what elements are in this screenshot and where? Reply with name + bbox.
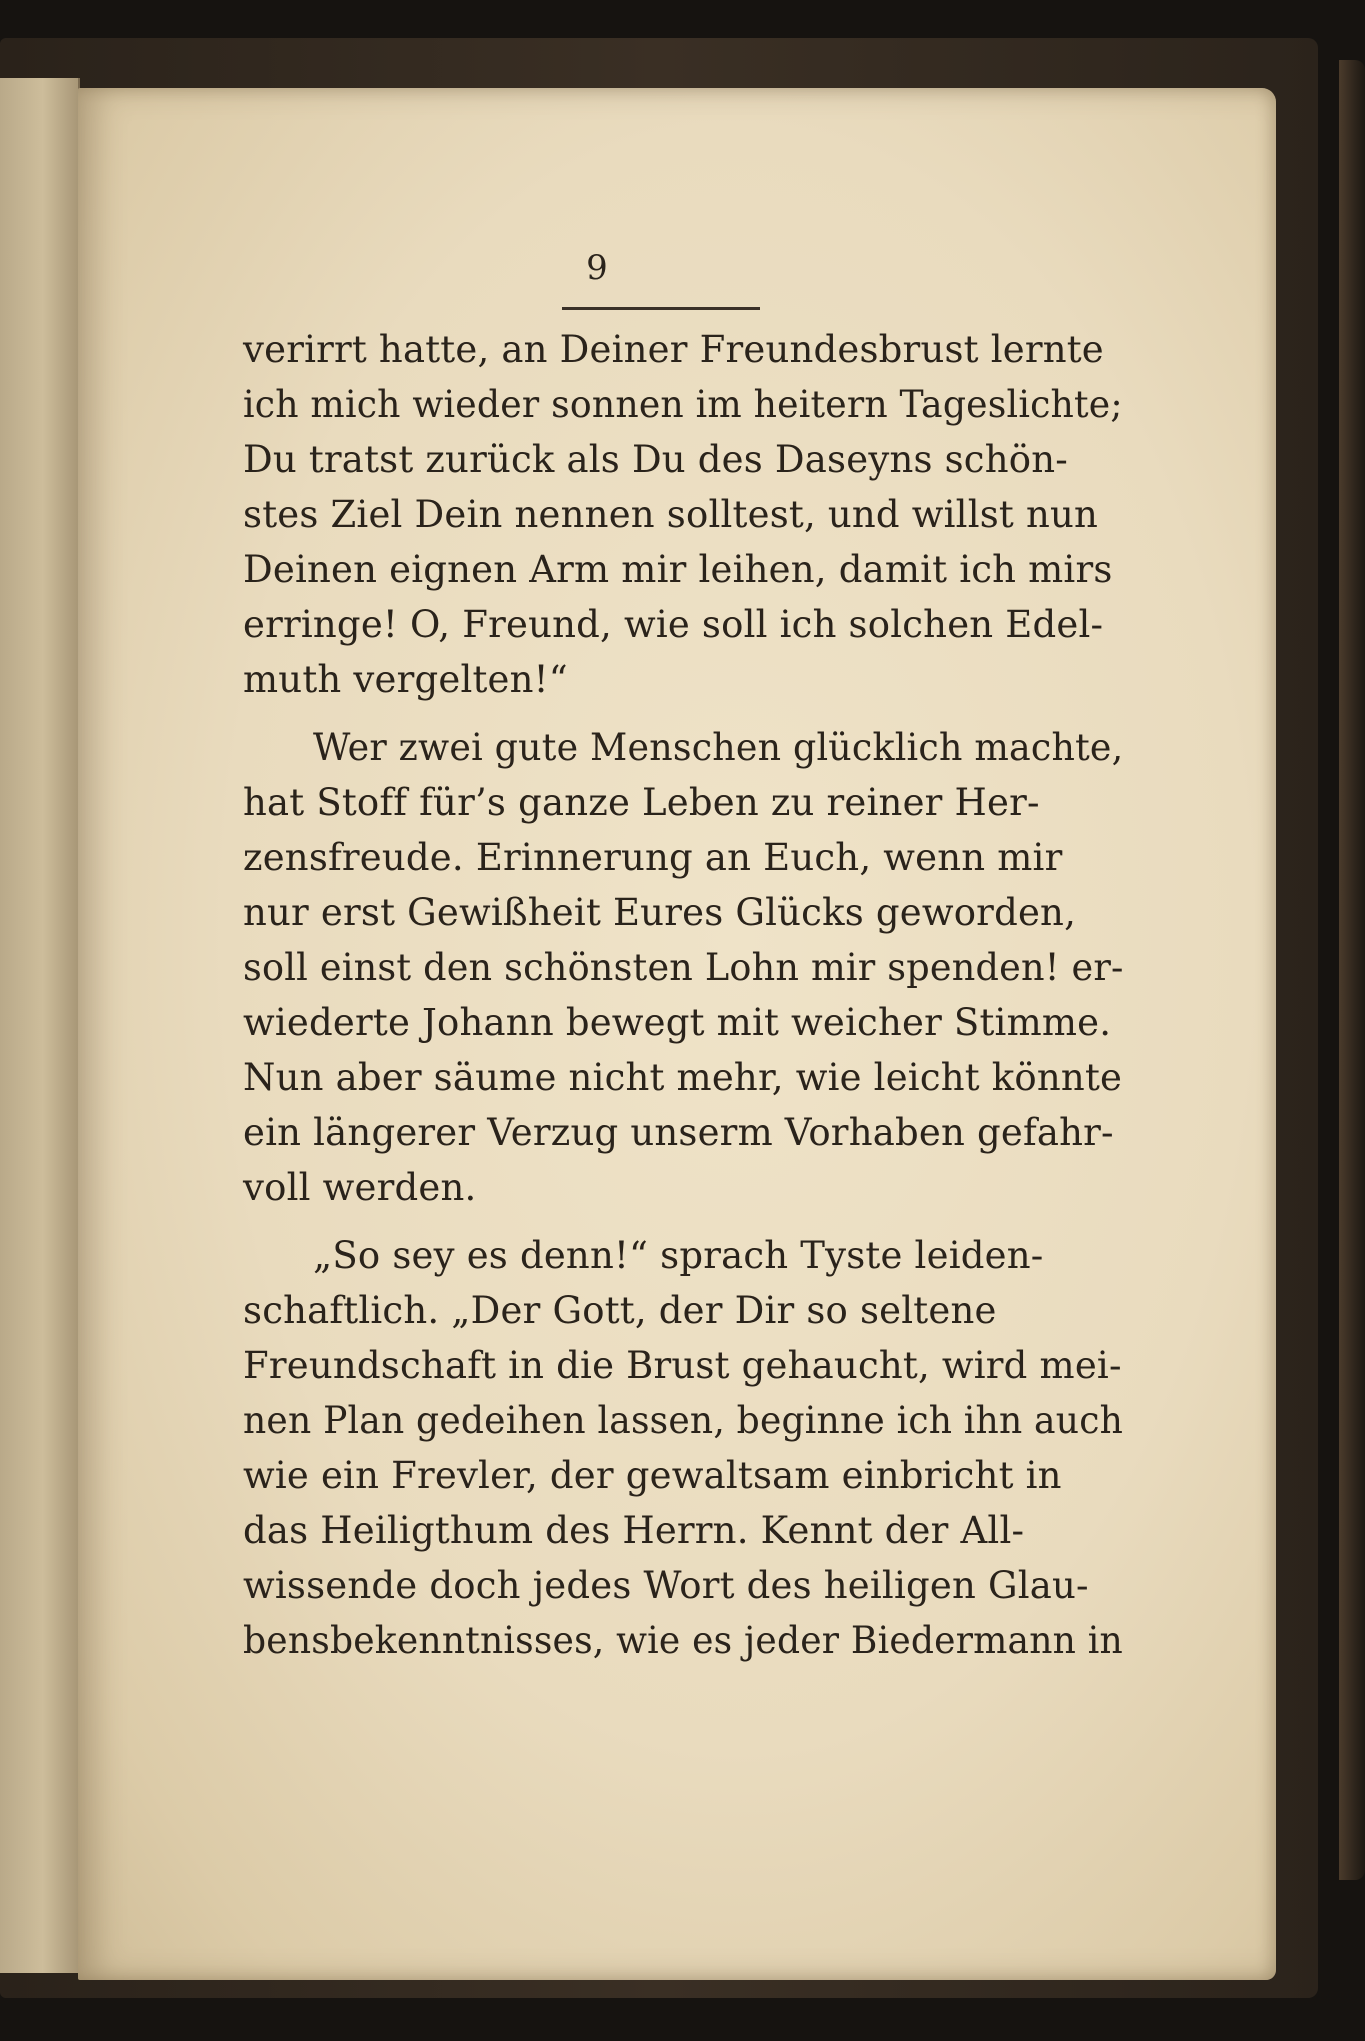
book-page xyxy=(78,88,1276,1980)
text-line: verirrt hatte, an Deiner Freundesbrust lernte xyxy=(243,328,1104,371)
text-line: soll einst den schönsten Lohn mir spenden! er- xyxy=(243,946,1124,989)
text-line: muth vergelten!“ xyxy=(243,658,568,701)
text-line: nen Plan gedeihen lassen, beginne ich ihn auch xyxy=(243,1399,1124,1442)
text-line: zensfreude. Erinnerung an Euch, wenn mir xyxy=(243,836,1063,879)
header-rule xyxy=(562,307,760,310)
text-line: wiederte Johann bewegt mit weicher Stimme. xyxy=(243,1001,1112,1044)
text-line: Freundschaft in die Brust gehaucht, wird mei- xyxy=(243,1344,1122,1387)
text-line: Nun aber säume nicht mehr, wie leicht könnte xyxy=(243,1056,1123,1099)
page-number: 9 xyxy=(586,248,608,288)
text-line: stes Ziel Dein nennen solltest, und willst nun xyxy=(243,493,1099,536)
text-line: erringe! O, Freund, wie soll ich solchen Edel- xyxy=(243,603,1104,646)
text-line: nur erst Gewißheit Eures Glücks geworden, xyxy=(243,891,1077,934)
text-line: hat Stoff für’s ganze Leben zu reiner Her- xyxy=(243,781,1040,824)
text-line: „So sey es denn!“ sprach Tyste leiden- xyxy=(313,1234,1044,1277)
book-cover-edge xyxy=(1339,60,1365,1880)
text-line: Deinen eignen Arm mir leihen, damit ich mirs xyxy=(243,548,1113,591)
text-line: ein längerer Verzug unserm Vorhaben gefahr- xyxy=(243,1111,1114,1154)
previous-page-edge xyxy=(0,78,80,1973)
text-line: schaftlich. „Der Gott, der Dir so seltene xyxy=(243,1289,997,1332)
text-line: voll werden. xyxy=(243,1166,477,1209)
text-line: das Heiligthum des Herrn. Kennt der All- xyxy=(243,1509,1025,1552)
text-line: ich mich wieder sonnen im heitern Tageslichte; xyxy=(243,383,1123,426)
text-line: Du tratst zurück als Du des Daseyns schön- xyxy=(243,438,1068,481)
text-line: Wer zwei gute Menschen glücklich machte, xyxy=(313,726,1124,769)
text-line: bensbekenntnisses, wie es jeder Biedermann in xyxy=(243,1619,1123,1662)
text-line: wie ein Frevler, der gewaltsam einbricht in xyxy=(243,1454,1062,1497)
text-line: wissende doch jedes Wort des heiligen Glau- xyxy=(243,1564,1089,1607)
